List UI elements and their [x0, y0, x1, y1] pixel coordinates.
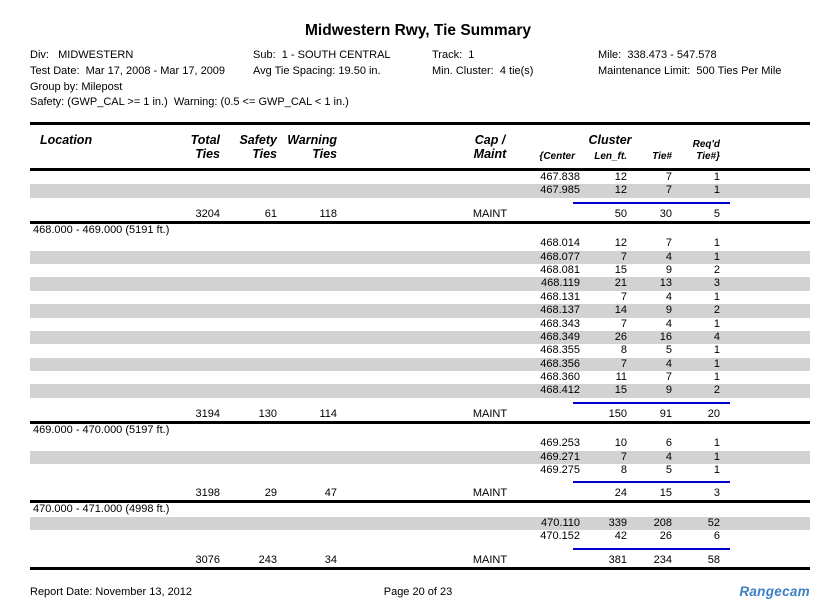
reqd-tie-cell: 1: [713, 450, 720, 463]
reqd-tie-cell: 1: [713, 171, 720, 183]
cluster-length-cell: 12: [614, 171, 627, 183]
cluster-length-cell: 42: [614, 530, 627, 543]
cluster-length-cell: 15: [614, 384, 627, 397]
meta-column-3: [432, 48, 533, 80]
table-row: [30, 371, 810, 384]
cluster-center-cell: 470.110: [541, 516, 580, 529]
section-location-label: 469.000 - 470.000 (5197 ft.): [33, 423, 170, 436]
cap-maint-cell: MAINT: [472, 553, 508, 566]
table-row: [30, 331, 810, 344]
table-row: [30, 264, 810, 277]
safety-ties-cell: 61: [264, 207, 277, 220]
cluster-length-cell: 14: [614, 304, 627, 317]
table-row: [30, 237, 810, 250]
cluster-underline-row: [30, 544, 810, 553]
cluster-length-cell: 7: [620, 450, 627, 463]
safety-ties-cell: 130: [258, 407, 277, 420]
col-header-cluster-tie-count: Tie#: [652, 151, 672, 162]
cluster-center-cell: 469.271: [540, 450, 580, 463]
cap-maint-cell: MAINT: [472, 207, 508, 220]
cap-maint-cell: MAINT: [472, 407, 508, 420]
meta-track: Track: 1: [432, 49, 475, 61]
col-header-cluster-center: {Center: [539, 151, 575, 162]
cluster-length-cell: 8: [620, 344, 627, 357]
col-header-reqd-line1: Req'd: [692, 139, 720, 150]
col-header-cap-line1: Cap /: [474, 133, 506, 147]
table-row: [30, 517, 810, 530]
col-header-warning-ties: [287, 133, 337, 161]
cluster-underline: [573, 202, 730, 204]
col-header-cluster: Cluster: [588, 133, 632, 147]
col-header-safety-line1: Safety: [239, 133, 277, 147]
reqd-tie-cell: 2: [713, 304, 720, 317]
total-ties-cell: 3194: [195, 407, 220, 420]
section-location-label: 468.000 - 469.000 (5191 ft.): [33, 223, 170, 236]
cluster-tie-count-cell: 4: [665, 290, 672, 303]
meta-test-date: Test Date: Mar 17, 2008 - Mar 17, 2009: [30, 64, 226, 77]
meta-mile-range: Mile: 338.473 - 547.578: [598, 49, 717, 61]
reqd-tie-cell: 1: [713, 371, 720, 384]
cluster-tie-total-cell: 234: [653, 553, 672, 566]
col-header-cluster-length: Len_ft.: [594, 151, 627, 162]
cluster-length-total-cell: 24: [614, 487, 627, 500]
cluster-underline: [573, 481, 730, 483]
table-row: [30, 291, 810, 304]
cluster-length-cell: 7: [620, 290, 627, 303]
section-bottom-rule: [30, 567, 810, 570]
cluster-underline-row: [30, 198, 810, 207]
section-summary-row: [30, 553, 810, 567]
reqd-tie-total-cell: 3: [713, 487, 720, 500]
meta-sub: Sub: 1 - SOUTH CENTRAL: [253, 49, 391, 61]
cluster-tie-count-cell: 7: [665, 184, 672, 197]
table-row: [30, 318, 810, 331]
meta-division: Div: MIDWESTERN: [30, 49, 134, 61]
cluster-center-cell: 469.253: [540, 437, 580, 450]
reqd-tie-cell: 1: [713, 237, 720, 250]
cluster-center-cell: 468.349: [540, 330, 580, 343]
reqd-tie-cell: 1: [713, 250, 720, 263]
meta-avg-tie-spacing: Avg Tie Spacing: 19.50 in.: [253, 64, 381, 77]
cluster-tie-count-cell: 16: [659, 330, 672, 343]
cluster-underline: [573, 548, 730, 550]
cluster-underline-row: [30, 398, 810, 407]
cluster-tie-count-cell: 7: [665, 371, 672, 384]
cluster-center-cell: 469.275: [540, 464, 580, 477]
reqd-tie-cell: 1: [713, 464, 720, 477]
cluster-tie-count-cell: 9: [665, 304, 672, 317]
cluster-center-cell: 470.152: [540, 530, 580, 543]
warning-ties-cell: 114: [319, 407, 337, 420]
cluster-tie-count-cell: 5: [665, 464, 672, 477]
tie-summary-table: [30, 122, 810, 570]
meta-column-4: [598, 48, 781, 80]
cluster-center-cell: 467.838: [540, 171, 580, 183]
reqd-tie-cell: 6: [713, 530, 720, 543]
cluster-length-cell: 8: [620, 464, 627, 477]
safety-ties-cell: 243: [258, 553, 277, 566]
cluster-tie-count-cell: 5: [665, 344, 672, 357]
cluster-length-cell: 10: [614, 437, 627, 450]
table-row: [30, 277, 810, 290]
reqd-tie-cell: 1: [713, 437, 720, 450]
col-header-total-ties: [191, 133, 220, 161]
cluster-tie-count-cell: 4: [665, 317, 672, 330]
cluster-center-cell: 468.137: [540, 304, 580, 317]
cluster-length-total-cell: 381: [608, 553, 627, 566]
cluster-tie-count-cell: 208: [653, 516, 672, 529]
meta-column-2: [253, 48, 391, 80]
table-row: [30, 304, 810, 317]
cluster-length-total-cell: 50: [614, 207, 627, 220]
cluster-center-cell: 468.081: [540, 263, 580, 276]
col-header-total-line1: Total: [190, 133, 220, 147]
table-header-row: [30, 125, 810, 168]
col-header-reqd-line2: Tie#}: [696, 151, 720, 162]
cluster-center-cell: 468.119: [541, 277, 580, 290]
col-header-cap-maint: [425, 133, 555, 161]
reqd-tie-cell: 1: [713, 344, 720, 357]
table-row: [30, 384, 810, 397]
cluster-underline: [573, 402, 730, 404]
cluster-tie-count-cell: 7: [665, 171, 672, 183]
reqd-tie-total-cell: 58: [707, 553, 720, 566]
cluster-tie-total-cell: 15: [659, 487, 672, 500]
section-location-label: 470.000 - 471.000 (4998 ft.): [33, 503, 170, 516]
cluster-length-cell: 7: [620, 250, 627, 263]
section-summary-row: [30, 207, 810, 221]
cluster-center-cell: 468.412: [540, 384, 580, 397]
page-indicator: Page 20 of 23: [383, 586, 453, 598]
reqd-tie-cell: 1: [713, 184, 720, 197]
cluster-center-cell: 468.343: [540, 317, 580, 330]
section-summary-row: [30, 486, 810, 500]
table-row: [30, 530, 810, 543]
meta-safety-rule: Safety: (GWP_CAL >= 1 in.) Warning: (0.5 <= GWP_CAL < 1 in.): [30, 96, 349, 109]
cluster-tie-count-cell: 13: [659, 277, 672, 290]
safety-ties-cell: 29: [264, 487, 277, 500]
cluster-tie-count-cell: 4: [665, 357, 672, 370]
warning-ties-cell: 47: [324, 487, 337, 500]
cluster-length-cell: 7: [620, 357, 627, 370]
cluster-length-cell: 12: [614, 184, 627, 197]
total-ties-cell: 3198: [195, 487, 220, 500]
reqd-tie-cell: 2: [713, 384, 720, 397]
cluster-tie-total-cell: 91: [659, 407, 672, 420]
reqd-tie-cell: 1: [713, 317, 720, 330]
cluster-center-cell: 467.985: [540, 184, 580, 197]
reqd-tie-total-cell: 5: [713, 207, 720, 220]
reqd-tie-cell: 52: [707, 516, 720, 529]
table-row: [30, 184, 810, 197]
cluster-tie-count-cell: 26: [659, 530, 672, 543]
rangecam-logo: Rangecam: [739, 584, 810, 599]
cluster-length-cell: 339: [608, 516, 627, 529]
total-ties-cell: 3076: [195, 553, 220, 566]
table-row: [30, 358, 810, 371]
table-row: [30, 437, 810, 450]
cluster-length-cell: 21: [614, 277, 627, 290]
col-header-safety-line2: Ties: [252, 147, 277, 161]
cluster-tie-total-cell: 30: [659, 207, 672, 220]
table-row: [30, 251, 810, 264]
reqd-tie-cell: 3: [713, 277, 720, 290]
warning-ties-cell: 34: [324, 553, 337, 566]
section-summary-row: [30, 407, 810, 421]
cluster-underline-row: [30, 477, 810, 486]
cluster-tie-count-cell: 6: [665, 437, 672, 450]
report-title: Midwestern Rwy, Tie Summary: [305, 22, 531, 39]
reqd-tie-cell: 2: [713, 263, 720, 276]
cluster-center-cell: 468.356: [540, 357, 580, 370]
cluster-length-cell: 7: [620, 317, 627, 330]
reqd-tie-cell: 4: [713, 330, 720, 343]
cluster-length-cell: 15: [614, 263, 627, 276]
warning-ties-cell: 118: [319, 207, 337, 220]
table-body: [30, 171, 810, 570]
cluster-tie-count-cell: 9: [665, 384, 672, 397]
reqd-tie-cell: 1: [713, 290, 720, 303]
total-ties-cell: 3204: [195, 207, 220, 220]
cluster-center-cell: 468.355: [540, 344, 580, 357]
col-header-warning-line1: Warning: [287, 133, 337, 147]
table-row: [30, 171, 810, 184]
table-row: [30, 344, 810, 357]
cluster-center-cell: 468.131: [540, 290, 580, 303]
cluster-length-cell: 26: [614, 330, 627, 343]
reqd-tie-cell: 1: [713, 357, 720, 370]
table-row: [30, 451, 810, 464]
cluster-center-cell: 468.014: [540, 237, 580, 250]
cluster-tie-count-cell: 4: [665, 450, 672, 463]
col-header-reqd-tie: [693, 139, 720, 163]
cluster-tie-count-cell: 4: [665, 250, 672, 263]
cluster-tie-count-cell: 7: [665, 237, 672, 250]
reqd-tie-total-cell: 20: [707, 407, 720, 420]
report-date: Report Date: November 13, 2012: [30, 586, 193, 598]
table-row: [30, 464, 810, 477]
cluster-length-cell: 12: [614, 237, 627, 250]
col-header-cap-line2: Maint: [473, 147, 507, 161]
cluster-center-cell: 468.077: [540, 250, 580, 263]
col-header-total-line2: Ties: [195, 147, 220, 161]
meta-min-cluster: Min. Cluster: 4 tie(s): [432, 64, 534, 77]
col-header-safety-ties: [239, 133, 277, 161]
cluster-tie-count-cell: 9: [665, 263, 672, 276]
cluster-center-cell: 468.360: [540, 371, 580, 384]
meta-group-by: Group by: Milepost: [30, 80, 123, 93]
col-header-warning-line2: Ties: [312, 147, 337, 161]
meta-maintenance-limit: Maintenance Limit: 500 Ties Per Mile: [598, 64, 782, 77]
cluster-length-total-cell: 150: [608, 407, 627, 420]
cap-maint-cell: MAINT: [472, 487, 508, 500]
col-header-location: Location: [40, 133, 93, 147]
cluster-length-cell: 11: [615, 371, 627, 384]
